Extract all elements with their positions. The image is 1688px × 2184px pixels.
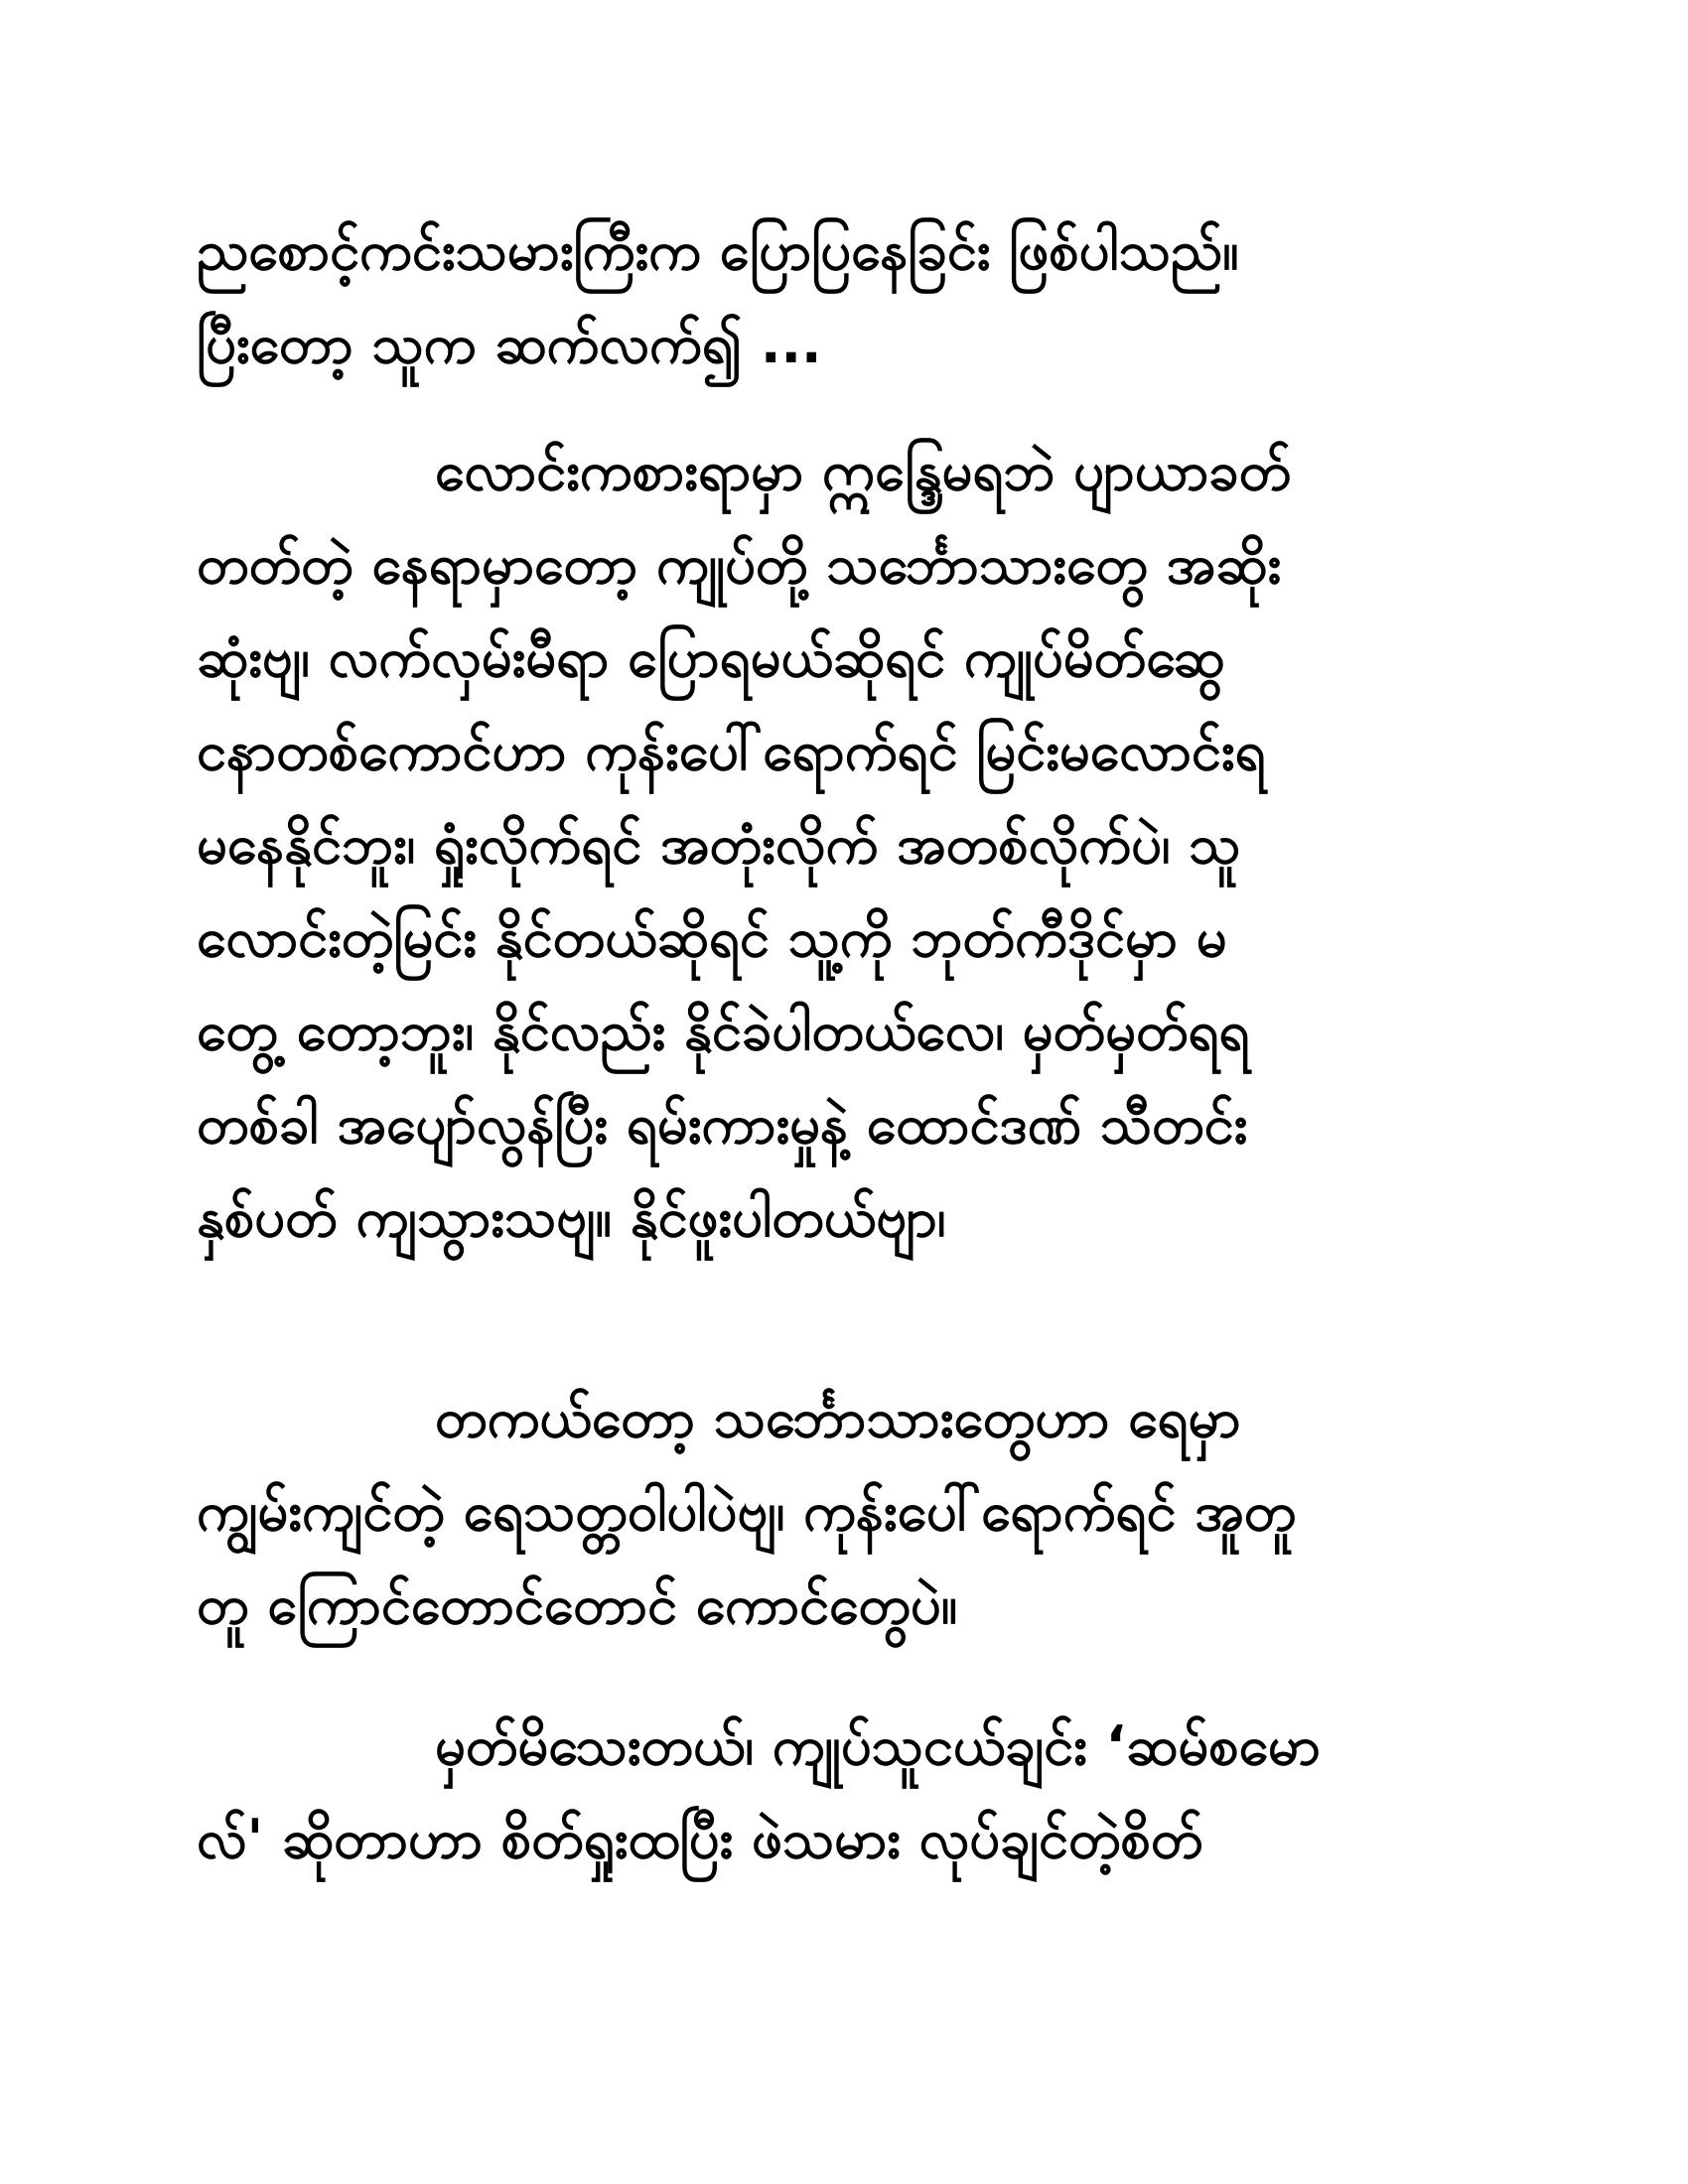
text-line: နှစ်ပတ် ကျသွားသဗျ။ နိုင်ဖူးပါတယ်ဗျာ၊	[197, 1186, 946, 1249]
paragraph-4	[197, 1700, 1487, 1886]
text-line: တတ်တဲ့ နေရာမှာတော့ ကျုပ်တို့ သင်္ဘောသားတွေ အဆိုး	[197, 533, 1282, 596]
text-line: မှတ်မိသေးတယ်၊ ကျုပ်သူငယ်ချင်း ‘ဆမ်စမော	[435, 1714, 1321, 1777]
text-line: လောင်းကစားရာမှာ ဣန္ဒြေမရဘဲ ပျာယာခတ်	[435, 440, 1292, 502]
text-line: တကယ်တော့ သင်္ဘောသားတွေဟာ ရေမှာ	[435, 1387, 1241, 1449]
text-line: လောင်းတဲ့မြင်း နိုင်တယ်ဆိုရင် သူ့ကို ဘုတ်ကီဒိုင်မှာ မ	[197, 906, 1227, 969]
text-line: ဆုံးဗျ၊ လက်လှမ်းမီရာ ပြောရမယ်ဆိုရင် ကျုပ်မိတ်ဆွေ	[197, 626, 1225, 689]
text-line: ကျွမ်းကျင်တဲ့ ရေသတ္တဝါပါပဲဗျ၊ ကုန်းပေါ်ရောက်ရင် အူတူ	[197, 1480, 1297, 1543]
text-line: ပြီးတော့ သူက ဆက်လက်၍ ...	[197, 313, 822, 375]
paragraph-3	[197, 1372, 1487, 1652]
paragraph-1	[197, 205, 1487, 391]
paragraph-2	[197, 425, 1487, 1265]
text-line: တွေ့ တော့ဘူး၊ နိုင်လည်း နိုင်ခဲပါတယ်လေ၊ မှတ်မှတ်ရရ	[197, 1000, 1250, 1062]
text-line: ငနာတစ်ကောင်ဟာ ကုန်းပေါ်ရောက်ရင် မြင်းမလောင်းရ	[197, 720, 1266, 782]
text-line: မနေနိုင်ဘူး၊ ရှုံးလိုက်ရင် အတုံးလိုက် အတစ်လိုက်ပဲ၊ သူ	[197, 813, 1241, 876]
text-line: တူ ကြောင်တောင်တောင် ကောင်တွေပဲ။	[197, 1573, 958, 1636]
text-line: လ်' ဆိုတာဟာ စိတ်ရှုးထပြီး ဖဲသမား လုပ်ချင်တဲ့စိတ်	[197, 1808, 1203, 1870]
text-line: တစ်ခါ အပျော်လွန်ပြီး ရမ်းကားမှုနဲ့ ထောင်ဒဏ် သီတင်း	[197, 1093, 1248, 1156]
text-line: ညစောင့်ကင်းသမားကြီးက ပြောပြနေခြင်း ဖြစ်ပါသည်။	[197, 219, 1239, 282]
